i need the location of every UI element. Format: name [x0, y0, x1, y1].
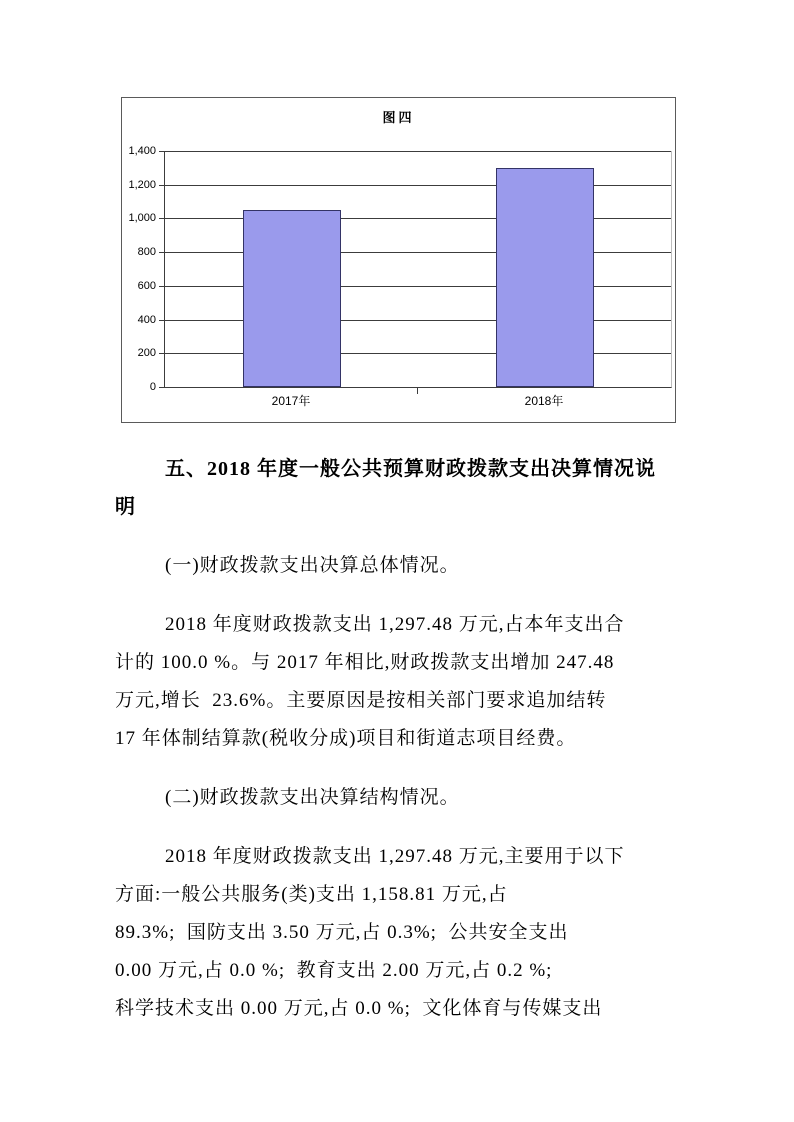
- text-line: 科学技术支出 0.00 万元,占 0.0 %; 文化体育与传媒支出: [115, 998, 603, 1019]
- chart-plot-area: [164, 151, 672, 388]
- y-axis-tick-label: 0: [149, 381, 156, 393]
- figure-4-bar-chart: [121, 97, 676, 423]
- text-line: 万元,增长 23.6%。主要原因是按相关部门要求追加结转: [115, 690, 607, 711]
- text-line: 0.00 万元,占 0.0 %; 教育支出 2.00 万元,占 0.2 %;: [115, 960, 553, 981]
- y-gridline: [165, 252, 671, 253]
- x-axis-category-label: 2017年: [271, 394, 311, 408]
- x-axis-tick-mark: [417, 388, 418, 394]
- bar-2018年: [496, 168, 594, 387]
- y-axis-tick-mark: [159, 218, 164, 219]
- y-axis-tick-label: 1,400: [128, 145, 156, 157]
- section-heading: [115, 450, 687, 526]
- y-gridline: [165, 320, 671, 321]
- y-axis-tick-mark: [159, 387, 164, 388]
- y-axis-tick-mark: [159, 151, 164, 152]
- y-axis-tick-label: 200: [137, 347, 156, 359]
- bar-2017年: [243, 210, 341, 387]
- text-line: 2018 年度财政拨款支出 1,297.48 万元,占本年支出合: [165, 614, 625, 635]
- paragraph-2: [115, 838, 687, 1028]
- y-axis-tick-mark: [159, 185, 164, 186]
- text-line: 明: [115, 496, 136, 518]
- text-line: (二)财政拨款支出决算结构情况。: [165, 787, 460, 808]
- y-axis-tick-mark: [159, 320, 164, 321]
- text-line: 17 年体制结算款(税收分成)项目和街道志项目经费。: [115, 728, 577, 749]
- text-line: 五、2018 年度一般公共预算财政拨款支出决算情况说: [165, 458, 656, 480]
- text-line: 计的 100.0 %。与 2017 年相比,财政拨款支出增加 247.48: [115, 652, 615, 673]
- y-axis-tick-label: 1,000: [128, 212, 156, 224]
- text-line: 方面:一般公共服务(类)支出 1,158.81 万元,占: [115, 884, 508, 905]
- text-line: (一)财政拨款支出决算总体情况。: [165, 555, 460, 576]
- paragraph-1: [115, 606, 687, 758]
- y-axis-tick-mark: [159, 353, 164, 354]
- y-axis-tick-mark: [159, 286, 164, 287]
- y-gridline: [165, 353, 671, 354]
- chart-title: 图四: [382, 110, 415, 125]
- y-axis-tick-label: 800: [137, 246, 156, 258]
- y-axis-tick-label: 600: [137, 280, 156, 292]
- text-line: 89.3%; 国防支出 3.50 万元,占 0.3%; 公共安全支出: [115, 922, 569, 943]
- y-axis-tick-mark: [159, 252, 164, 253]
- y-gridline: [165, 151, 671, 152]
- subheading-2: [115, 779, 687, 817]
- y-gridline: [165, 286, 671, 287]
- y-axis-tick-label: 400: [137, 314, 156, 326]
- document-text: [115, 450, 687, 1028]
- text-line: 2018 年度财政拨款支出 1,297.48 万元,主要用于以下: [165, 846, 625, 867]
- subheading-1: [115, 547, 687, 585]
- y-axis-tick-label: 1,200: [128, 179, 156, 191]
- y-gridline: [165, 185, 671, 186]
- y-gridline: [165, 218, 671, 219]
- x-axis-category-label: 2018年: [524, 394, 564, 408]
